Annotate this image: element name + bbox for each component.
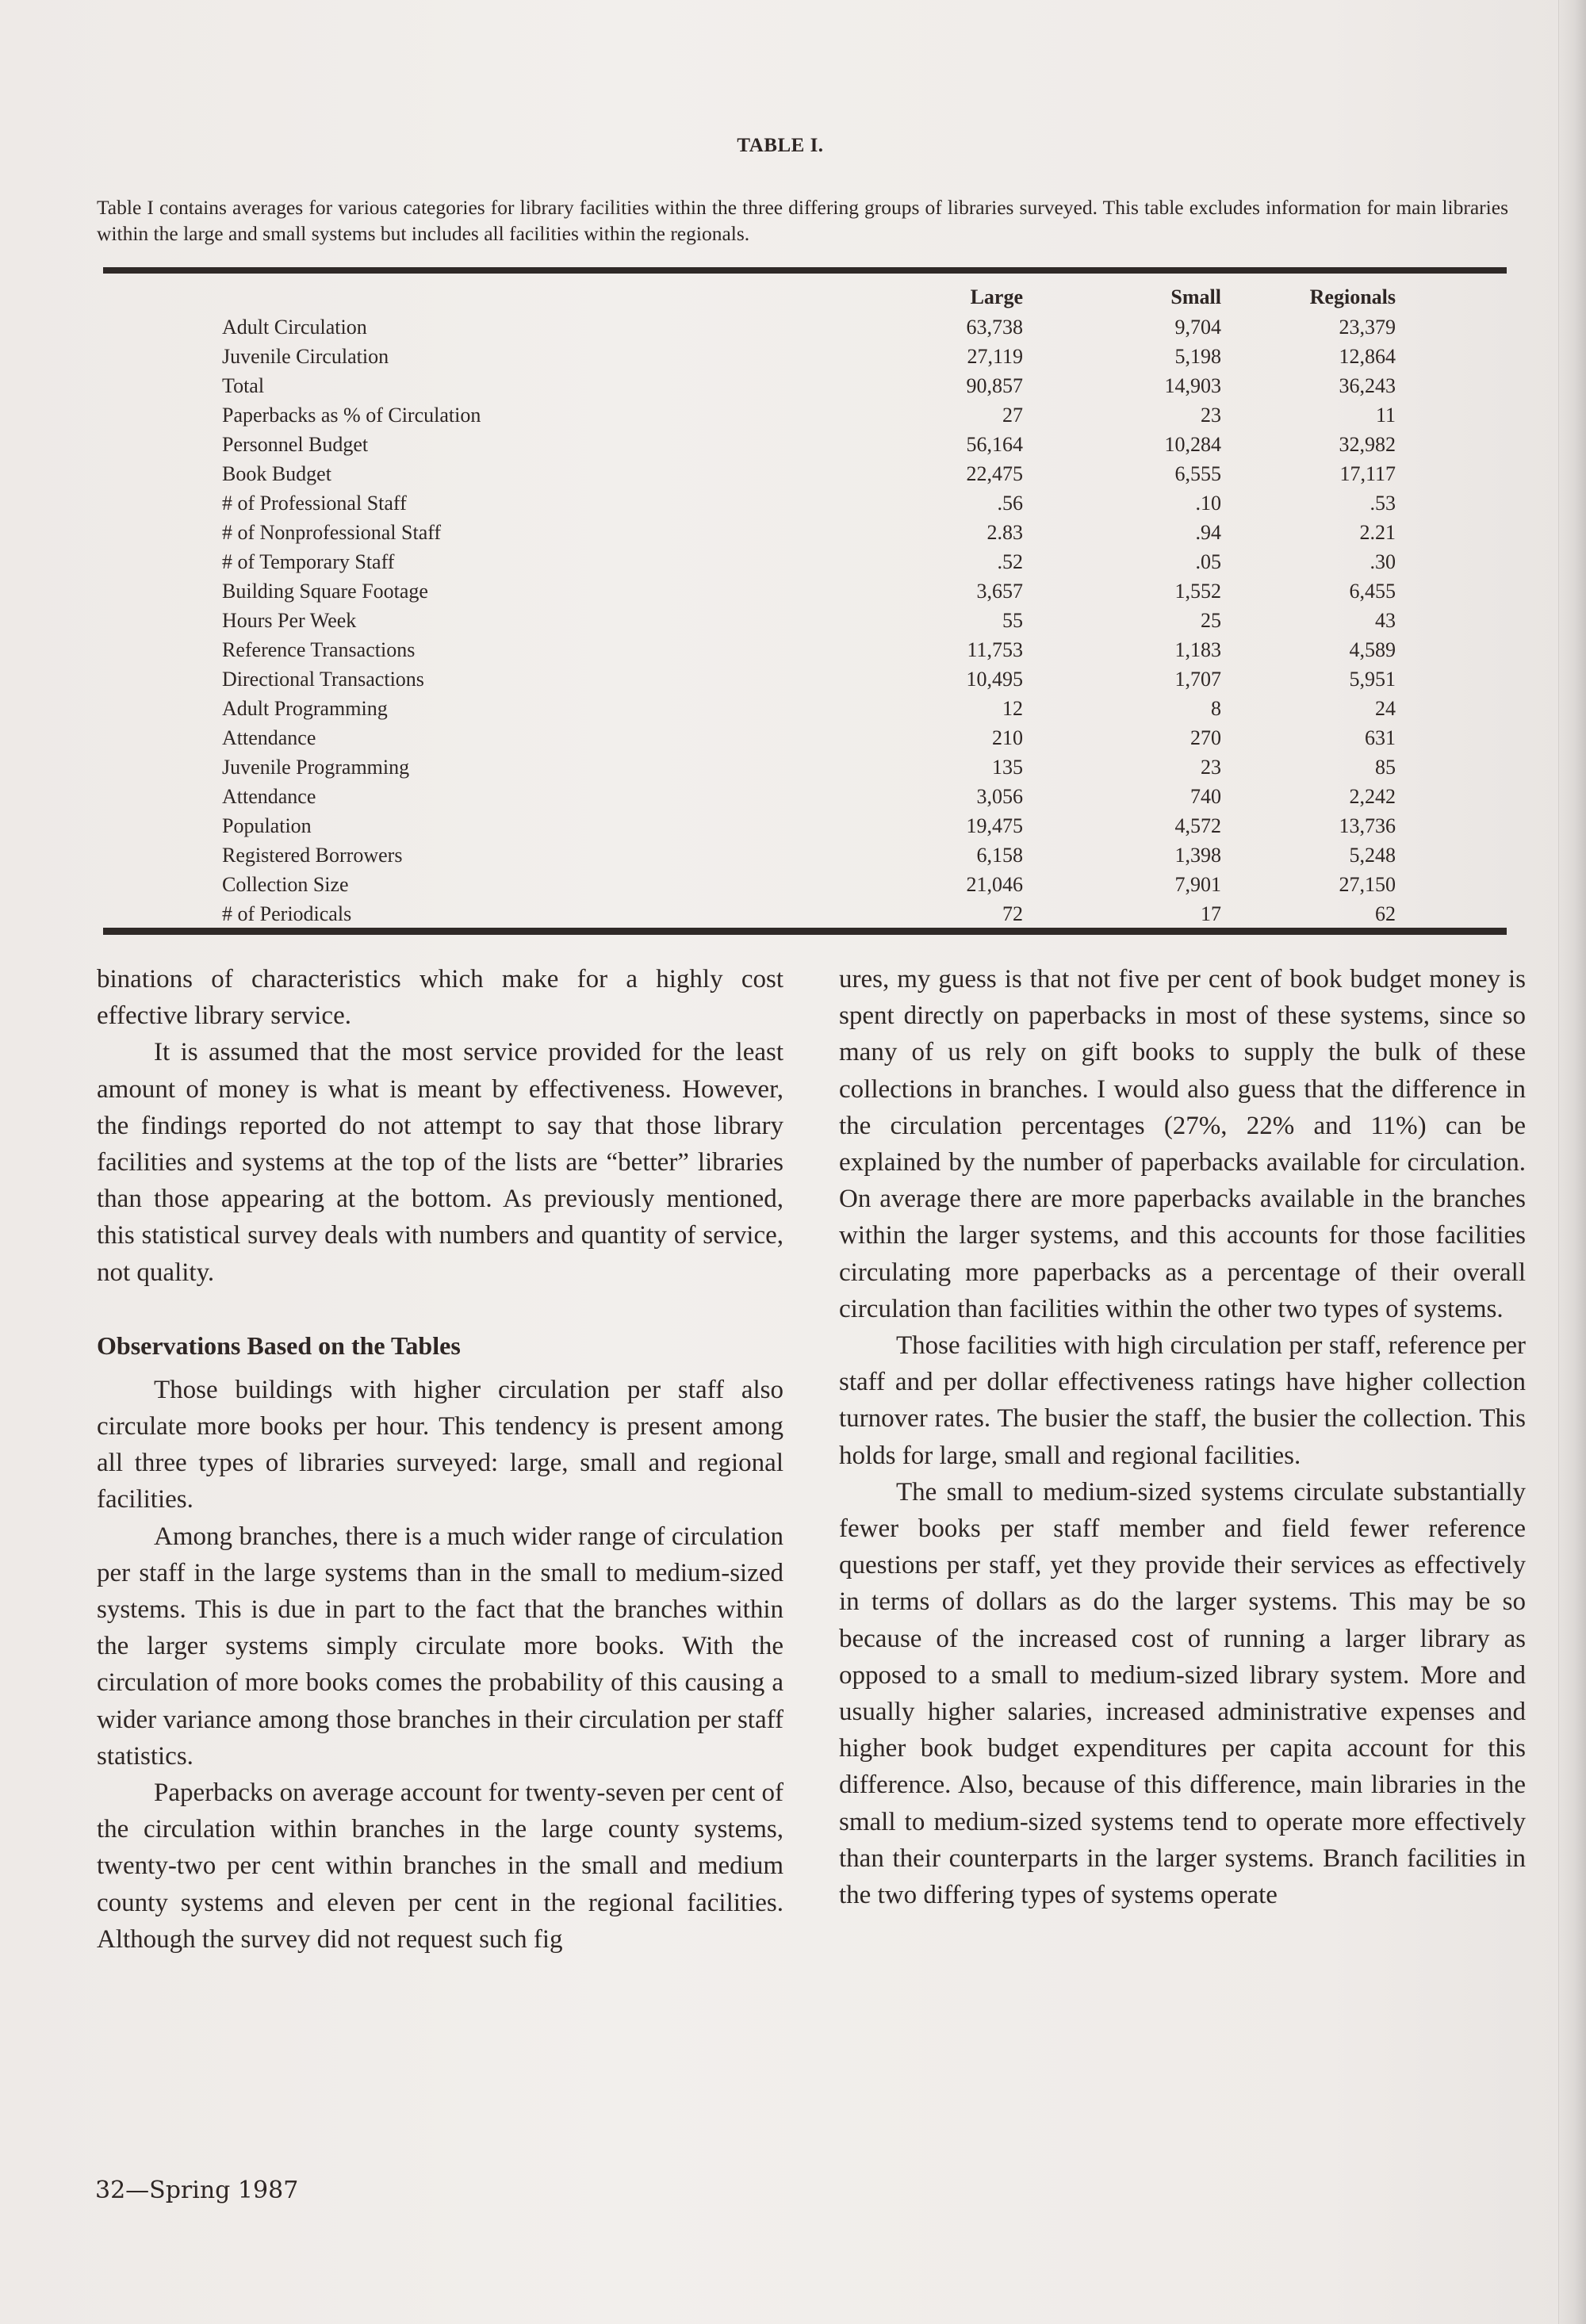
row-label: # of Periodicals: [222, 902, 352, 925]
paragraph: It is assumed that the most service provided for the least amount of money is what is meant by effectiveness. However, the findings reported do not attempt to say that those library facilities and systems at the top of the lists are “better” libraries than those appearing at the bottom. As previously mentioned, this statistical survey deals with numbers and quantity of service, not quality.: [97, 1038, 783, 1287]
table-row: [222, 840, 1396, 870]
cell-regionals: 2,242: [1349, 785, 1396, 808]
table-row: [222, 518, 1396, 547]
cell-small: 9,704: [1174, 316, 1221, 339]
table-row: [222, 488, 1396, 518]
cell-small: 23: [1201, 404, 1221, 427]
row-label: # of Nonprofessional Staff: [222, 521, 442, 544]
row-label: Book Budget: [222, 462, 331, 485]
row-label: # of Temporary Staff: [222, 550, 395, 573]
table-row: [222, 782, 1396, 811]
cell-small: 1,183: [1174, 638, 1221, 661]
paragraph: ures, my guess is that not five per cent of book budget money is spent directly on paperbacks in most of these systems, since so many of us rely on gift books to supply the bulk of these collections in branches. I would also guess that the difference in the circulation percentages (27%, 22% and 11%) can be explained by the number of paperbacks available for circulation. On average there are more paperbacks available in the branches within the larger systems, and this accounts for those facilities circulating more paperbacks as a percentage of their overall circulation than facilities within the other two types of systems.: [839, 965, 1526, 1323]
cell-large: 10,495: [966, 668, 1023, 691]
cell-large: 56,164: [966, 433, 1023, 456]
row-label: Personnel Budget: [222, 433, 369, 456]
cell-large: 12: [1002, 697, 1023, 720]
header-small: Small: [1170, 285, 1221, 308]
header-large: Large: [970, 285, 1023, 308]
table-row: [222, 459, 1396, 488]
paragraph: Paperbacks on average account for twenty-seven per cent of the circulation within branches in the large county systems, twenty-two per cent within branches in the small and medium county systems and eleven per cent in the regional facilities. Although the survey did not request such fig: [97, 1778, 783, 1954]
cell-large: 55: [1002, 609, 1023, 632]
table-row: [222, 694, 1396, 723]
cell-large: 63,738: [966, 316, 1023, 339]
table-body: [222, 312, 1396, 928]
cell-large: 90,857: [966, 374, 1023, 397]
cell-small: 7,901: [1174, 873, 1221, 896]
cell-regionals: 17,117: [1339, 462, 1396, 485]
cell-small: .05: [1195, 550, 1221, 573]
row-label: Attendance: [222, 726, 316, 749]
table-row: [222, 752, 1396, 782]
cell-large: 72: [1002, 902, 1023, 925]
cell-small: 270: [1190, 726, 1221, 749]
table-top-rule: [103, 267, 1507, 274]
cell-regionals: 62: [1375, 902, 1396, 925]
cell-small: 4,572: [1174, 814, 1221, 837]
cell-small: .10: [1195, 492, 1221, 515]
row-label: Juvenile Programming: [222, 756, 410, 779]
cell-small: 1,398: [1174, 844, 1221, 867]
table-row: [222, 899, 1396, 928]
row-label: Collection Size: [222, 873, 349, 896]
cell-large: 3,657: [976, 580, 1023, 603]
table-row: [222, 870, 1396, 899]
table-row: [222, 723, 1396, 752]
page-binding-edge: [1558, 0, 1586, 2324]
cell-small: 5,198: [1174, 345, 1221, 368]
cell-large: 135: [992, 756, 1023, 779]
row-label: Juvenile Circulation: [222, 345, 389, 368]
row-label: Attendance: [222, 785, 316, 808]
table-row: [222, 371, 1396, 400]
table-bottom-rule: [103, 928, 1507, 935]
cell-regionals: 11: [1375, 404, 1396, 427]
table-row: [222, 342, 1396, 371]
row-label: Building Square Footage: [222, 580, 428, 603]
cell-regionals: 36,243: [1339, 374, 1396, 397]
left-text-column: [97, 961, 783, 1958]
cell-regionals: 43: [1375, 609, 1396, 632]
cell-regionals: 12,864: [1339, 345, 1396, 368]
cell-large: 19,475: [966, 814, 1023, 837]
table-row: [222, 811, 1396, 840]
page-footer: 32—Spring 1987: [95, 2177, 299, 2204]
table-row: [222, 312, 1396, 342]
row-label: # of Professional Staff: [222, 492, 407, 515]
cell-regionals: .30: [1370, 550, 1396, 573]
cell-regionals: 27,150: [1339, 873, 1396, 896]
cell-large: 210: [992, 726, 1023, 749]
paragraph: binations of characteristics which make for a highly cost effective library service.: [97, 965, 783, 1031]
stats-table: [222, 285, 1396, 928]
cell-small: 740: [1190, 785, 1221, 808]
right-text-column: [839, 961, 1526, 1913]
cell-regionals: 2.21: [1359, 521, 1396, 544]
cell-large: 11,753: [967, 638, 1023, 661]
cell-regionals: 85: [1375, 756, 1396, 779]
paragraph: Among branches, there is a much wider range of circulation per staff in the large systems than in the small to medium-sized systems. This is due in part to the fact that the branches within the larger systems simply circulate more books. With the circulation of more books comes the probability of this causing a wider variance among those branches in their circulation per staff statistics.: [97, 1522, 783, 1771]
cell-regionals: 631: [1365, 726, 1396, 749]
cell-small: 14,903: [1164, 374, 1221, 397]
cell-large: 27,119: [967, 345, 1023, 368]
cell-small: 17: [1201, 902, 1221, 925]
cell-regionals: 24: [1375, 697, 1396, 720]
cell-regionals: 13,736: [1339, 814, 1396, 837]
table-title: TABLE I.: [737, 135, 824, 156]
cell-regionals: 32,982: [1339, 433, 1396, 456]
table-row: [222, 576, 1396, 606]
paragraph: Those buildings with higher circulation per staff also circulate more books per hour. This tendency is present among all three types of libraries surveyed: large, small and regional facilities.: [97, 1375, 783, 1514]
table-row: [222, 635, 1396, 664]
cell-small: 23: [1201, 756, 1221, 779]
cell-regionals: 5,951: [1349, 668, 1396, 691]
cell-small: .94: [1195, 521, 1221, 544]
cell-large: 3,056: [976, 785, 1023, 808]
cell-large: 2.83: [986, 521, 1023, 544]
row-label: Reference Transactions: [222, 638, 416, 661]
header-regionals: Regionals: [1309, 285, 1396, 308]
row-label: Adult Programming: [222, 697, 388, 720]
cell-small: 6,555: [1174, 462, 1221, 485]
cell-large: 21,046: [966, 873, 1023, 896]
table-row: [222, 606, 1396, 635]
paragraph: Those facilities with high circulation per staff, reference per staff and per dollar effectiveness ratings have higher collection turnover rates. The busier the staff, the busier the collection. This holds for large, small and regional facilities.: [839, 1331, 1526, 1470]
section-heading: Observations Based on the Tables: [97, 1330, 461, 1360]
row-label: Population: [222, 814, 312, 837]
table-row: [222, 547, 1396, 576]
row-label: Total: [222, 374, 265, 397]
cell-small: 1,552: [1174, 580, 1221, 603]
cell-regionals: .53: [1370, 492, 1396, 515]
cell-regionals: 4,589: [1349, 638, 1396, 661]
row-label: Registered Borrowers: [222, 844, 403, 867]
row-label: Hours Per Week: [222, 609, 357, 632]
table-row: [222, 400, 1396, 430]
cell-small: 25: [1201, 609, 1221, 632]
cell-small: 8: [1211, 697, 1221, 720]
table-header-row: [222, 285, 1396, 312]
cell-regionals: 6,455: [1349, 580, 1396, 603]
paragraph: The small to medium-sized systems circulate substantially fewer books per staff member and field fewer reference questions per staff, yet they provide their services as effectively in terms of dollars as do the larger systems. This may be so because of the increased cost of running a larger library as opposed to a small to medium-sized library system. More and usually higher salaries, increased administrative expenses and higher book budget expenditures per capita account for this difference. Also, because of this difference, main libraries in the small to medium-sized systems tend to operate more effectively than their counterparts in the larger systems. Branch facilities in the two differing types of systems operate: [839, 1477, 1526, 1910]
row-label: Paperbacks as % of Circulation: [222, 404, 481, 427]
cell-small: 1,707: [1174, 668, 1221, 691]
table-row: [222, 664, 1396, 694]
row-label: Directional Transactions: [222, 668, 424, 691]
cell-large: .56: [997, 492, 1023, 515]
cell-small: 10,284: [1164, 433, 1221, 456]
table-row: [222, 430, 1396, 459]
cell-large: 22,475: [966, 462, 1023, 485]
cell-regionals: 23,379: [1339, 316, 1396, 339]
cell-large: .52: [997, 550, 1023, 573]
cell-large: 6,158: [976, 844, 1023, 867]
cell-large: 27: [1002, 404, 1023, 427]
cell-regionals: 5,248: [1349, 844, 1396, 867]
row-label: Adult Circulation: [222, 316, 367, 339]
table-caption: Table I contains averages for various categories for library facilities within the three differing groups of libraries surveyed. This table excludes information for main libraries within the large and small systems but includes all facilities within the regionals.: [97, 196, 1508, 245]
